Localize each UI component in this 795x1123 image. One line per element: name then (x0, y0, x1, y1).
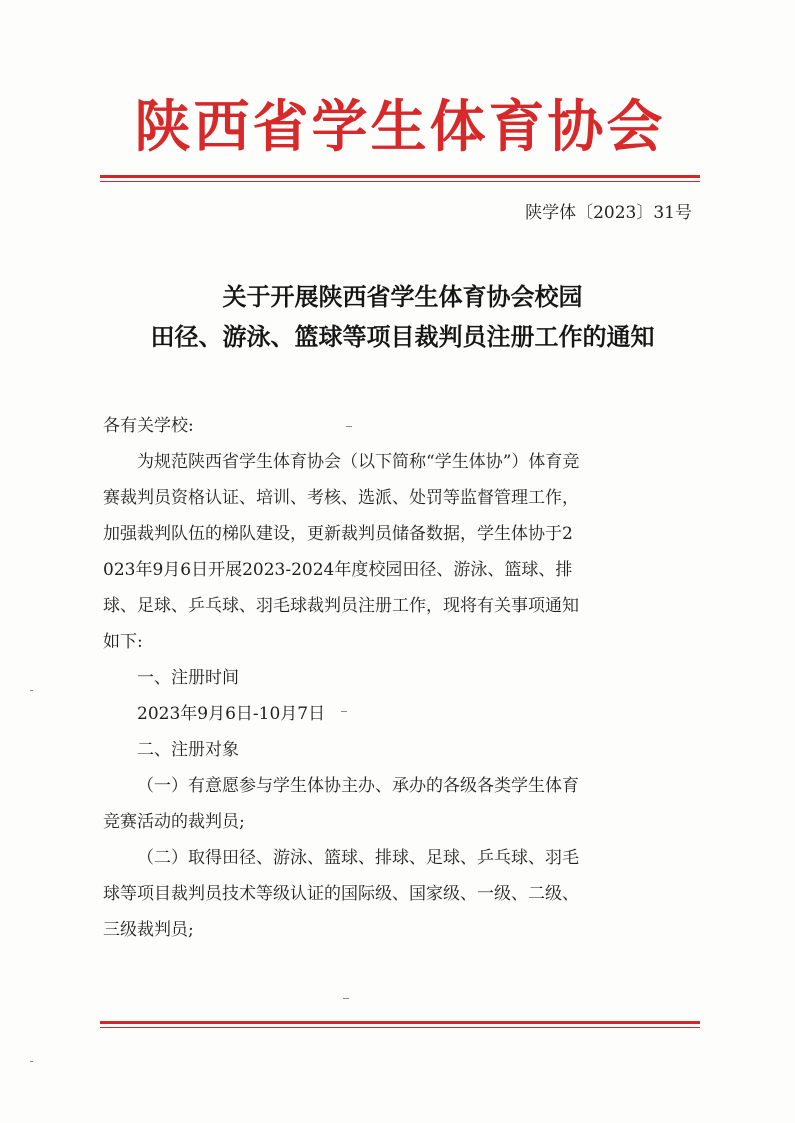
document-title (60, 277, 745, 357)
section-heading-registration-time: 一、注册时间 (137, 668, 239, 688)
footer-red-rule-thin (100, 1027, 700, 1028)
scan-speck (343, 998, 349, 999)
intro-line-2: 赛裁判员资格认证、培训、考核、选派、处罚等监督管理工作， (103, 488, 579, 508)
item-1-line-1: （一）有意愿参与学生体协主办、承办的各级各类学生体育 (137, 776, 579, 796)
footer-red-rule (100, 1021, 700, 1024)
item-2-line-3: 三级裁判员; (103, 920, 194, 940)
scan-speck (30, 1061, 33, 1062)
scan-speck (346, 426, 352, 427)
scan-speck (30, 690, 33, 691)
header-red-rule-thin (100, 181, 700, 182)
scan-speck (341, 711, 347, 712)
title-line-2: 田径、游泳、篮球等项目裁判员注册工作的通知 (150, 323, 655, 351)
item-1-line-2: 竞赛活动的裁判员; (103, 812, 245, 832)
registration-time-value: 2023年9月6日-10月7日 (137, 704, 326, 724)
item-2-line-2: 球等项目裁判员技术等级认证的国际级、国家级、一级、二级、 (103, 884, 579, 904)
header-red-rule (100, 175, 700, 178)
intro-line-5: 球、足球、乒乓球、羽毛球裁判员注册工作，现将有关事项通知 (103, 596, 579, 616)
intro-line-1: 为规范陕西省学生体育协会（以下简称“学生体协”）体育竞 (137, 452, 580, 472)
intro-line-4: 023年9月6日开展2023-2024年度校园田径、游泳、篮球、排 (103, 560, 573, 580)
organization-header: 陕西省学生体育协会 (134, 95, 666, 160)
salutation: 各有关学校: (103, 416, 194, 436)
item-2-line-1: （二）取得田径、游泳、篮球、排球、足球、乒乓球、羽毛 (137, 848, 579, 868)
document-number: 陕学体〔2023〕31号 (525, 203, 692, 223)
document-body (103, 408, 698, 948)
section-heading-registration-target: 二、注册对象 (137, 740, 239, 760)
intro-line-6: 如下: (103, 632, 143, 652)
intro-line-3: 加强裁判队伍的梯队建设，更新裁判员储备数据，学生体协于2 (103, 524, 573, 544)
title-line-1: 关于开展陕西省学生体育协会校园 (222, 283, 583, 311)
